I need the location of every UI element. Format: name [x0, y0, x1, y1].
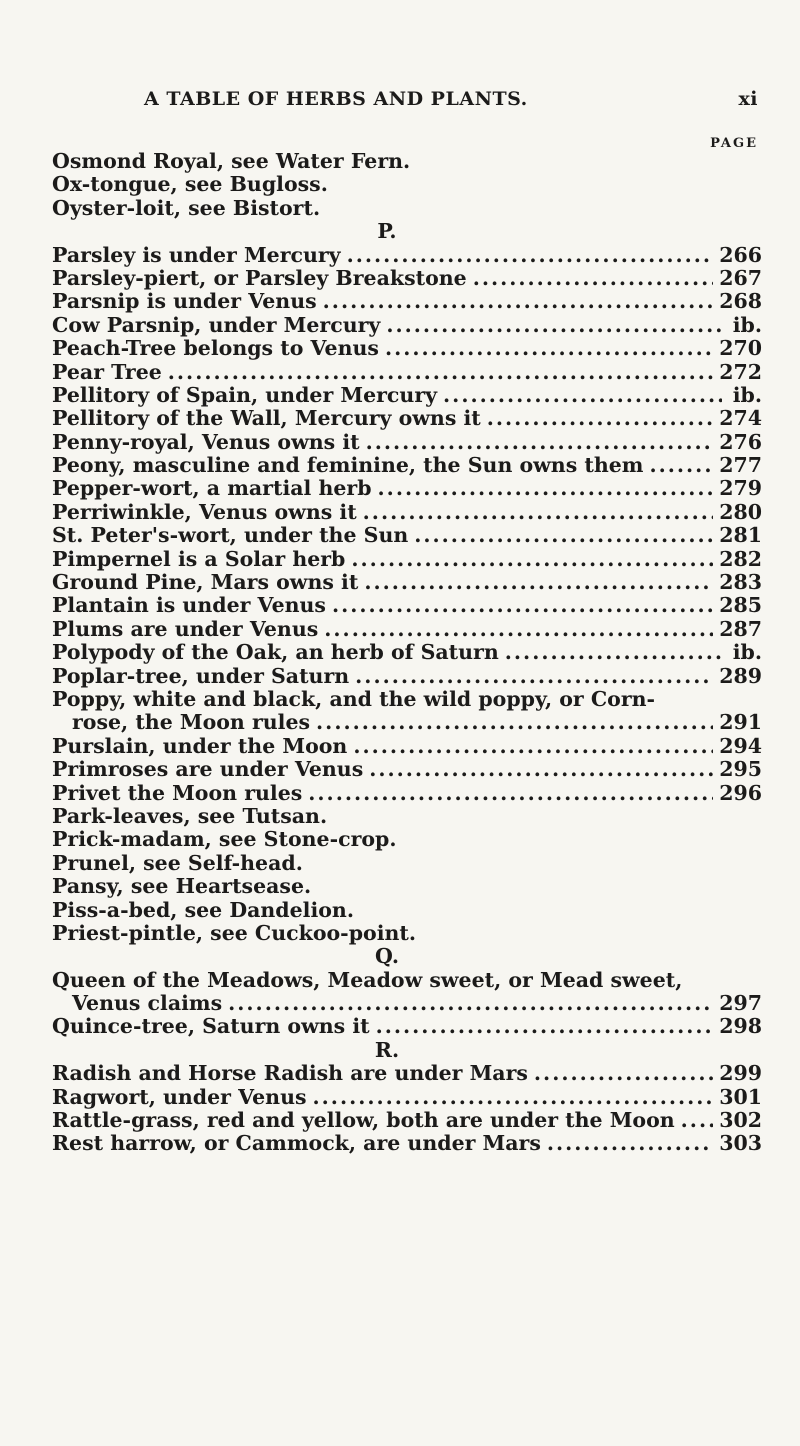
entry-label: rose, the Moon rules: [72, 710, 311, 735]
index-entry: [52, 1062, 762, 1085]
cross-reference: Piss-a-bed, see Dandelion.: [52, 897, 354, 922]
entry-page-number: 283: [719, 570, 762, 595]
index-entry: [52, 711, 762, 734]
dot-leader: [534, 1062, 713, 1085]
entry-page-number: 285: [719, 593, 762, 618]
page-number: xi: [738, 88, 758, 110]
index-entry: [52, 618, 762, 641]
entry-label: Parsley is under Mercury: [52, 242, 341, 267]
entry-label: Pellitory of Spain, under Mercury: [52, 382, 438, 407]
entry-page-number: 266: [719, 242, 762, 267]
entry-page-number: 281: [719, 523, 762, 548]
dot-leader: [366, 431, 714, 454]
cross-reference: Park-leaves, see Tutsan.: [52, 803, 328, 828]
index-entry: [52, 337, 762, 360]
entry-label: Pellitory of the Wall, Mercury owns it: [52, 406, 481, 431]
index-list: [52, 150, 762, 1156]
index-entry: [52, 594, 762, 617]
dot-leader: [168, 361, 713, 384]
index-entry: [52, 992, 762, 1015]
entry-page-number: 302: [719, 1108, 762, 1133]
entry-label: Rattle-grass, red and yellow, both are under the Moon: [52, 1108, 675, 1133]
dot-leader: [378, 477, 714, 500]
section-letter: Q.: [375, 944, 399, 969]
cross-reference: Prunel, see Self-head.: [52, 850, 303, 875]
index-entry: [52, 665, 762, 688]
entry-page-number: 294: [719, 733, 762, 758]
entry-label: Poplar-tree, under Saturn: [52, 663, 350, 688]
entry-label: Pear Tree: [52, 359, 162, 384]
dot-leader: [363, 501, 714, 524]
entry-label: Perriwinkle, Venus owns it: [52, 499, 357, 524]
entry-label: Peach-Tree belongs to Venus: [52, 336, 379, 361]
section-letter: P.: [377, 219, 397, 244]
index-entry: [52, 548, 762, 571]
index-entry: [52, 477, 762, 500]
entry-label: Plantain is under Venus: [52, 593, 326, 618]
dot-leader: [487, 407, 713, 430]
entry-label: Radish and Horse Radish are under Mars: [52, 1061, 528, 1086]
cross-reference: Prick-madam, see Stone-crop.: [52, 827, 397, 852]
dot-leader: [414, 524, 713, 547]
cross-reference: Priest-pintle, see Cuckoo-point.: [52, 920, 416, 945]
index-entry: [52, 314, 762, 337]
entry-label: St. Peter's-wort, under the Sun: [52, 523, 409, 548]
dot-leader: [505, 641, 722, 664]
entry-page-number: ib.: [732, 312, 762, 337]
running-title: A TABLE OF HERBS AND PLANTS.: [144, 88, 528, 110]
cross-reference: Oyster-loit, see Bistort.: [52, 195, 321, 220]
index-entry: [52, 384, 762, 407]
entry-page-number: 279: [719, 476, 762, 501]
entry-page-number: 270: [719, 336, 762, 361]
dot-leader: [376, 1015, 714, 1038]
index-entry: [52, 361, 762, 384]
entry-page-number: 274: [719, 406, 762, 431]
entry-label: Pepper-wort, a martial herb: [52, 476, 372, 501]
dot-leader: [443, 384, 722, 407]
entry-label: Rest harrow, or Cammock, are under Mars: [52, 1131, 541, 1156]
entry-label: Privet the Moon rules: [52, 780, 303, 805]
dot-leader: [681, 1109, 714, 1132]
index-entry: [52, 431, 762, 454]
index-entry: [52, 244, 762, 267]
entry-label: Polypody of the Oak, an herb of Saturn: [52, 640, 499, 665]
entry-label: Cow Parsnip, under Mercury: [52, 312, 381, 337]
entry-text-line: Poppy, white and black, and the wild poppy, or Corn-: [52, 686, 656, 711]
index-entry: [52, 758, 762, 781]
entry-label: Pimpernel is a Solar herb: [52, 546, 346, 571]
dot-leader: [332, 594, 713, 617]
dot-leader: [386, 314, 722, 337]
dot-leader: [369, 758, 713, 781]
entry-label: Primroses are under Venus: [52, 757, 364, 782]
entry-label: Ground Pine, Mars owns it: [52, 570, 359, 595]
entry-label: Penny-royal, Venus owns it: [52, 429, 360, 454]
entry-page-number: 289: [719, 663, 762, 688]
index-entry: [52, 501, 762, 524]
index-entry: [52, 1015, 762, 1038]
entry-label: Ragwort, under Venus: [52, 1084, 307, 1109]
entry-page-number: 277: [719, 453, 762, 478]
dot-leader: [308, 782, 713, 805]
dot-leader: [355, 665, 713, 688]
dot-leader: [473, 267, 713, 290]
running-header: [144, 88, 758, 118]
index-entry: [52, 735, 762, 758]
entry-label: Purslain, under the Moon: [52, 733, 348, 758]
entry-page-number: 272: [719, 359, 762, 384]
entry-page-number: 280: [719, 499, 762, 524]
entry-label: Peony, masculine and feminine, the Sun owns them: [52, 453, 644, 478]
index-entry: [52, 290, 762, 313]
index-entry: [52, 1109, 762, 1132]
entry-page-number: 295: [719, 757, 762, 782]
cross-reference: Osmond Royal, see Water Fern.: [52, 149, 411, 173]
entry-page-number: 301: [719, 1084, 762, 1109]
entry-page-number: 296: [719, 780, 762, 805]
entry-page-number: 291: [719, 710, 762, 735]
dot-leader: [351, 548, 713, 571]
dot-leader: [323, 290, 714, 313]
dot-leader: [547, 1132, 713, 1155]
cross-reference: Ox-tongue, see Bugloss.: [52, 172, 328, 197]
section-letter: R.: [374, 1037, 400, 1062]
dot-leader: [364, 571, 713, 594]
entry-label: Venus claims: [72, 991, 223, 1016]
book-page: [40, 0, 760, 1446]
entry-label: Plums are under Venus: [52, 616, 319, 641]
entry-label: Parsley-piert, or Parsley Breakstone: [52, 265, 467, 290]
entry-page-number: 287: [719, 616, 762, 641]
dot-leader: [385, 337, 713, 360]
entry-page-number: 297: [719, 991, 762, 1016]
index-entry: [52, 407, 762, 430]
index-entry: [52, 524, 762, 547]
dot-leader: [650, 454, 714, 477]
index-entry: [52, 267, 762, 290]
entry-page-number: ib.: [732, 382, 762, 407]
entry-text-line: Queen of the Meadows, Meadow sweet, or Mead sweet,: [52, 967, 683, 992]
dot-leader: [353, 735, 713, 758]
entry-label: Quince-tree, Saturn owns it: [52, 1014, 370, 1039]
dot-leader: [228, 992, 713, 1015]
entry-page-number: 268: [719, 289, 762, 314]
entry-page-number: ib.: [732, 640, 762, 665]
entry-page-number: 299: [719, 1061, 762, 1086]
cross-reference: Pansy, see Heartsease.: [52, 874, 312, 899]
index-entry: [52, 641, 762, 664]
page-column-label: PAGE: [710, 136, 758, 151]
index-entry: [52, 1086, 762, 1109]
entry-page-number: 276: [719, 429, 762, 454]
index-entry: [52, 571, 762, 594]
index-entry: [52, 782, 762, 805]
entry-page-number: 298: [719, 1014, 762, 1039]
dot-leader: [347, 244, 714, 267]
dot-leader: [316, 711, 713, 734]
entry-label: Parsnip is under Venus: [52, 289, 317, 314]
entry-page-number: 303: [719, 1131, 762, 1156]
dot-leader: [324, 618, 713, 641]
entry-page-number: 267: [719, 265, 762, 290]
entry-page-number: 282: [719, 546, 762, 571]
index-entry: [52, 454, 762, 477]
dot-leader: [313, 1086, 714, 1109]
index-entry: [52, 1132, 762, 1155]
